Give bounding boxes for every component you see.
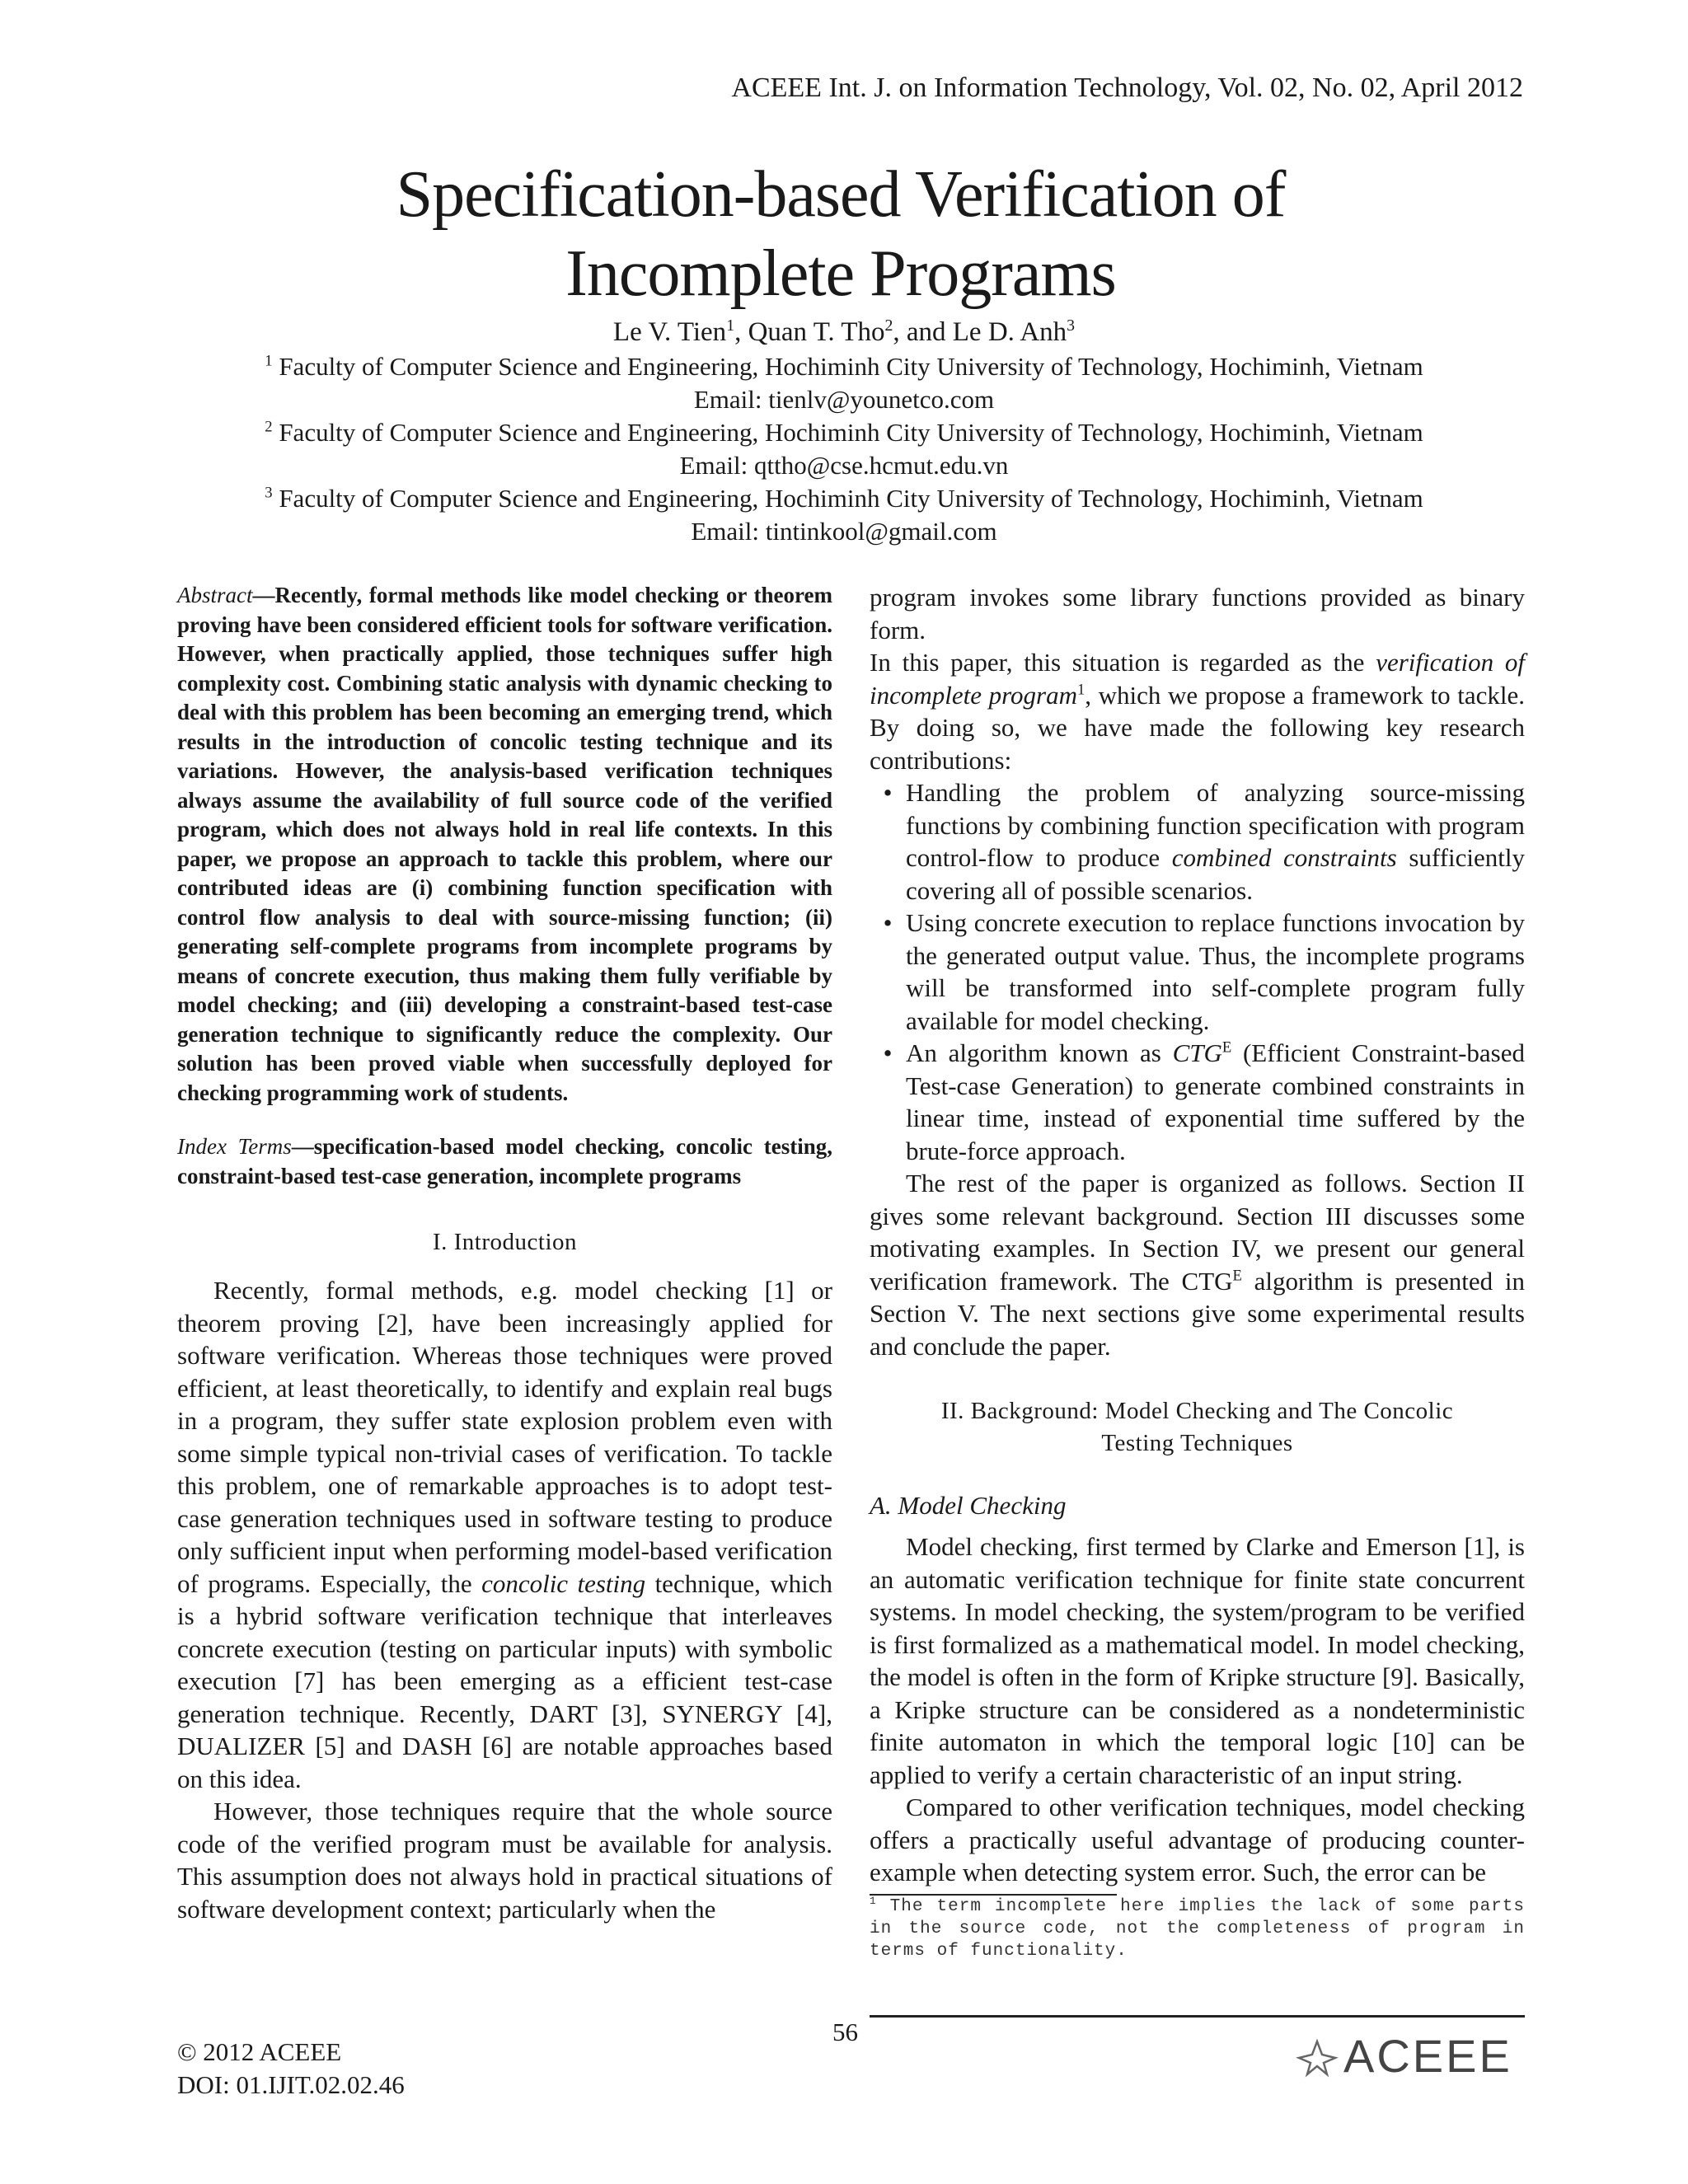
email-3: Email: tintinkool@gmail.com <box>691 517 997 546</box>
intro-paragraph-4: In this paper, this situation is regarded as the verification of incomplete program$^1$, which we propose a framework to tackle. By doing so, we have made the following key research contributions: <box>870 648 1525 775</box>
intro-paragraph-5: The rest of the paper is organized as follows. Section II gives some relevant background. Section III discusses some motivating examples. In Section IV, we present our general verification framework. The $CTG^E$ algorithm is presented in Section V. The next sections give some experimental results and conclude the paper. <box>870 1169 1525 1361</box>
email-1: Email: tienlv@younetco.com <box>693 385 995 414</box>
contribution-bullet-2: • Using concrete execution to replace functions invocation by the generated output value. Thus, the incomplete programs will be transformed into self-complete program fully available for model checking. <box>870 907 1525 1037</box>
author-list: Le V. Tien$^1$, Quan T. Tho$^2$, and Le D. Anh$^3$ <box>612 316 1076 347</box>
contribution-bullet-3: • An algorithm known as $CTG^E$ (Efficient Constraint-based Test-case Generation) to generate combined constraints in linear time, instead of exponential time suffered by the brute-force approach. <box>870 1037 1525 1167</box>
contribution-bullet-1: • Handling the problem of analyzing source-missing functions by combining function specification with program control-flow to produce combined constraints sufficiently covering all of possible scenarios. <box>870 776 1525 907</box>
author-2-mark: 2 <box>884 316 893 335</box>
bullet-icon: • <box>883 1038 893 1067</box>
author-1-mark: 1 <box>726 316 735 335</box>
left-column <box>177 581 832 1925</box>
index-terms-lead: Index Terms <box>177 1134 292 1159</box>
abstract <box>177 581 832 1108</box>
doi-line: DOI: 01.IJIT.02.02.46 <box>177 2070 405 2099</box>
subsection-a-heading: A. Model Checking <box>870 1491 1067 1520</box>
model-checking-paragraph-1: Model checking, first termed by Clarke and Emerson [1], is an automatic verification technique for finite state concurrent systems. In model checking, the system/program to be verified is first formalized as a mathematical model. In model checking, the model is often in the form of Kripke structure [9]. Basically, a Kripke structure can be considered as a nondeterministic finite automaton in which the temporal logic [10] can be applied to verify a certain characteristic of an input string. <box>870 1532 1525 1789</box>
paper-title: Specification-based Verification of Incomplete Programs <box>396 158 1286 310</box>
bullet-icon: • <box>883 778 893 807</box>
copyright-line: © 2012 ACEEE <box>177 2037 342 2066</box>
footnote: $^1$ The term incomplete here implies the lack of some parts in the source code, not the completeness of program in terms of functionality. <box>870 1895 1525 1961</box>
author-3: and Le D. Anh <box>906 317 1067 347</box>
footer-rule <box>870 2015 1525 2018</box>
aceee-logo <box>1294 2029 1512 2083</box>
abstract-text: —Recently, formal methods like model checking or theorem proving have been considered efficient tools for software verification. However, when practically applied, those techniques suffer high complexity cost. Combining static analysis with dynamic checking to deal with this problem has been becoming an emerging trend, which results in the introduction of concolic testing technique and its variations. However, the analysis-based verification techniques always assume the availability of full source code of the verified program, which does not always hold in real life contexts. In this paper, we propose an approach to tackle this problem, where our contributed ideas are (i) combining function specification with control flow analysis to deal with source-missing function; (ii) generating self-complete programs from incomplete programs by means of concrete execution, thus making them fully verifiable by model checking; and (iii) developing a constraint-based test-case generation technique to significantly reduce the complexity. Our solution has been proved viable when successfully deployed for checking programming work of students. <box>177 583 832 1105</box>
model-checking-text <box>870 1530 1525 1889</box>
section-1-heading: I. Introduction <box>432 1229 577 1255</box>
section-2-heading <box>870 1395 1525 1460</box>
intro-text-left <box>177 1274 832 1925</box>
intro-paragraph-2: However, those techniques require that the whole source code of the verified program must be available for analysis. This assumption does not always hold in practical situations of software development context; particularly when the <box>177 1797 832 1924</box>
affiliations <box>0 350 1688 548</box>
right-column <box>870 581 1525 1962</box>
page-number: 56 <box>832 2018 858 2046</box>
author-1: Le V. Tien <box>612 317 727 347</box>
aceee-star-logo-icon <box>1294 2033 1340 2079</box>
aceee-logo-text: ACEEE <box>1343 2030 1512 2082</box>
index-terms-text: —specification-based model checking, concolic testing, constraint-based test-case generation, incomplete programs <box>177 1134 832 1188</box>
model-checking-paragraph-2: Compared to other verification techniques, model checking offers a practically useful advantage of producing counter-example when detecting system error. Such, the error can be <box>870 1793 1525 1886</box>
email-2: Email: qttho@cse.hcmut.edu.vn <box>679 451 1009 480</box>
affiliation-1: $^1$ Faculty of Computer Science and Engineering, Hochiminh City University of Technology, Hochiminh, Vietnam <box>265 352 1423 381</box>
author-2: Quan T. Tho <box>748 317 885 347</box>
intro-text-right <box>870 581 1525 1362</box>
section-2-heading-line-2: Testing Techniques <box>1101 1430 1293 1456</box>
section-2-heading-line-1: II. Background: Model Checking and The Concolic <box>940 1398 1454 1424</box>
intro-paragraph-1: Recently, formal methods, e.g. model checking [1] or theorem proving [2], have been increasingly applied for software verification. Whereas those techniques were proved efficient, at least theoretically, to identify and explain real bugs in a program, they suffer state explosion problem even with some simple typical non-trivial cases of verification. To tackle this problem, one of remarkable approaches is to adopt test-case generation techniques used in software testing to produce only sufficient input when performing model-based verification of programs. Especially, the concolic testing technique, which is a hybrid software verification technique that interleaves concrete execution (testing on particular inputs) with symbolic execution [7] has been emerging as a efficient test-case generation technique. Recently, DART [3], SYNERGY [4], DUALIZER [5] and DASH [6] are notable approaches based on this idea. <box>177 1276 833 1793</box>
journal-header: ACEEE Int. J. on Information Technology, Vol. 02, No. 02, April 2012 <box>731 73 1523 103</box>
abstract-lead: Abstract <box>177 583 253 607</box>
author-3-mark: 3 <box>1067 316 1076 335</box>
intro-paragraph-3: program invokes some library functions provided as binary form. <box>870 583 1525 644</box>
footer-copyright <box>177 2036 405 2102</box>
bullet-icon: • <box>883 908 893 937</box>
index-terms <box>177 1132 832 1191</box>
affiliation-3: $^3$ Faculty of Computer Science and Engineering, Hochiminh City University of Technology, Hochiminh, Vietnam <box>265 484 1423 513</box>
affiliation-2: $^2$ Faculty of Computer Science and Engineering, Hochiminh City University of Technology, Hochiminh, Vietnam <box>265 418 1423 447</box>
